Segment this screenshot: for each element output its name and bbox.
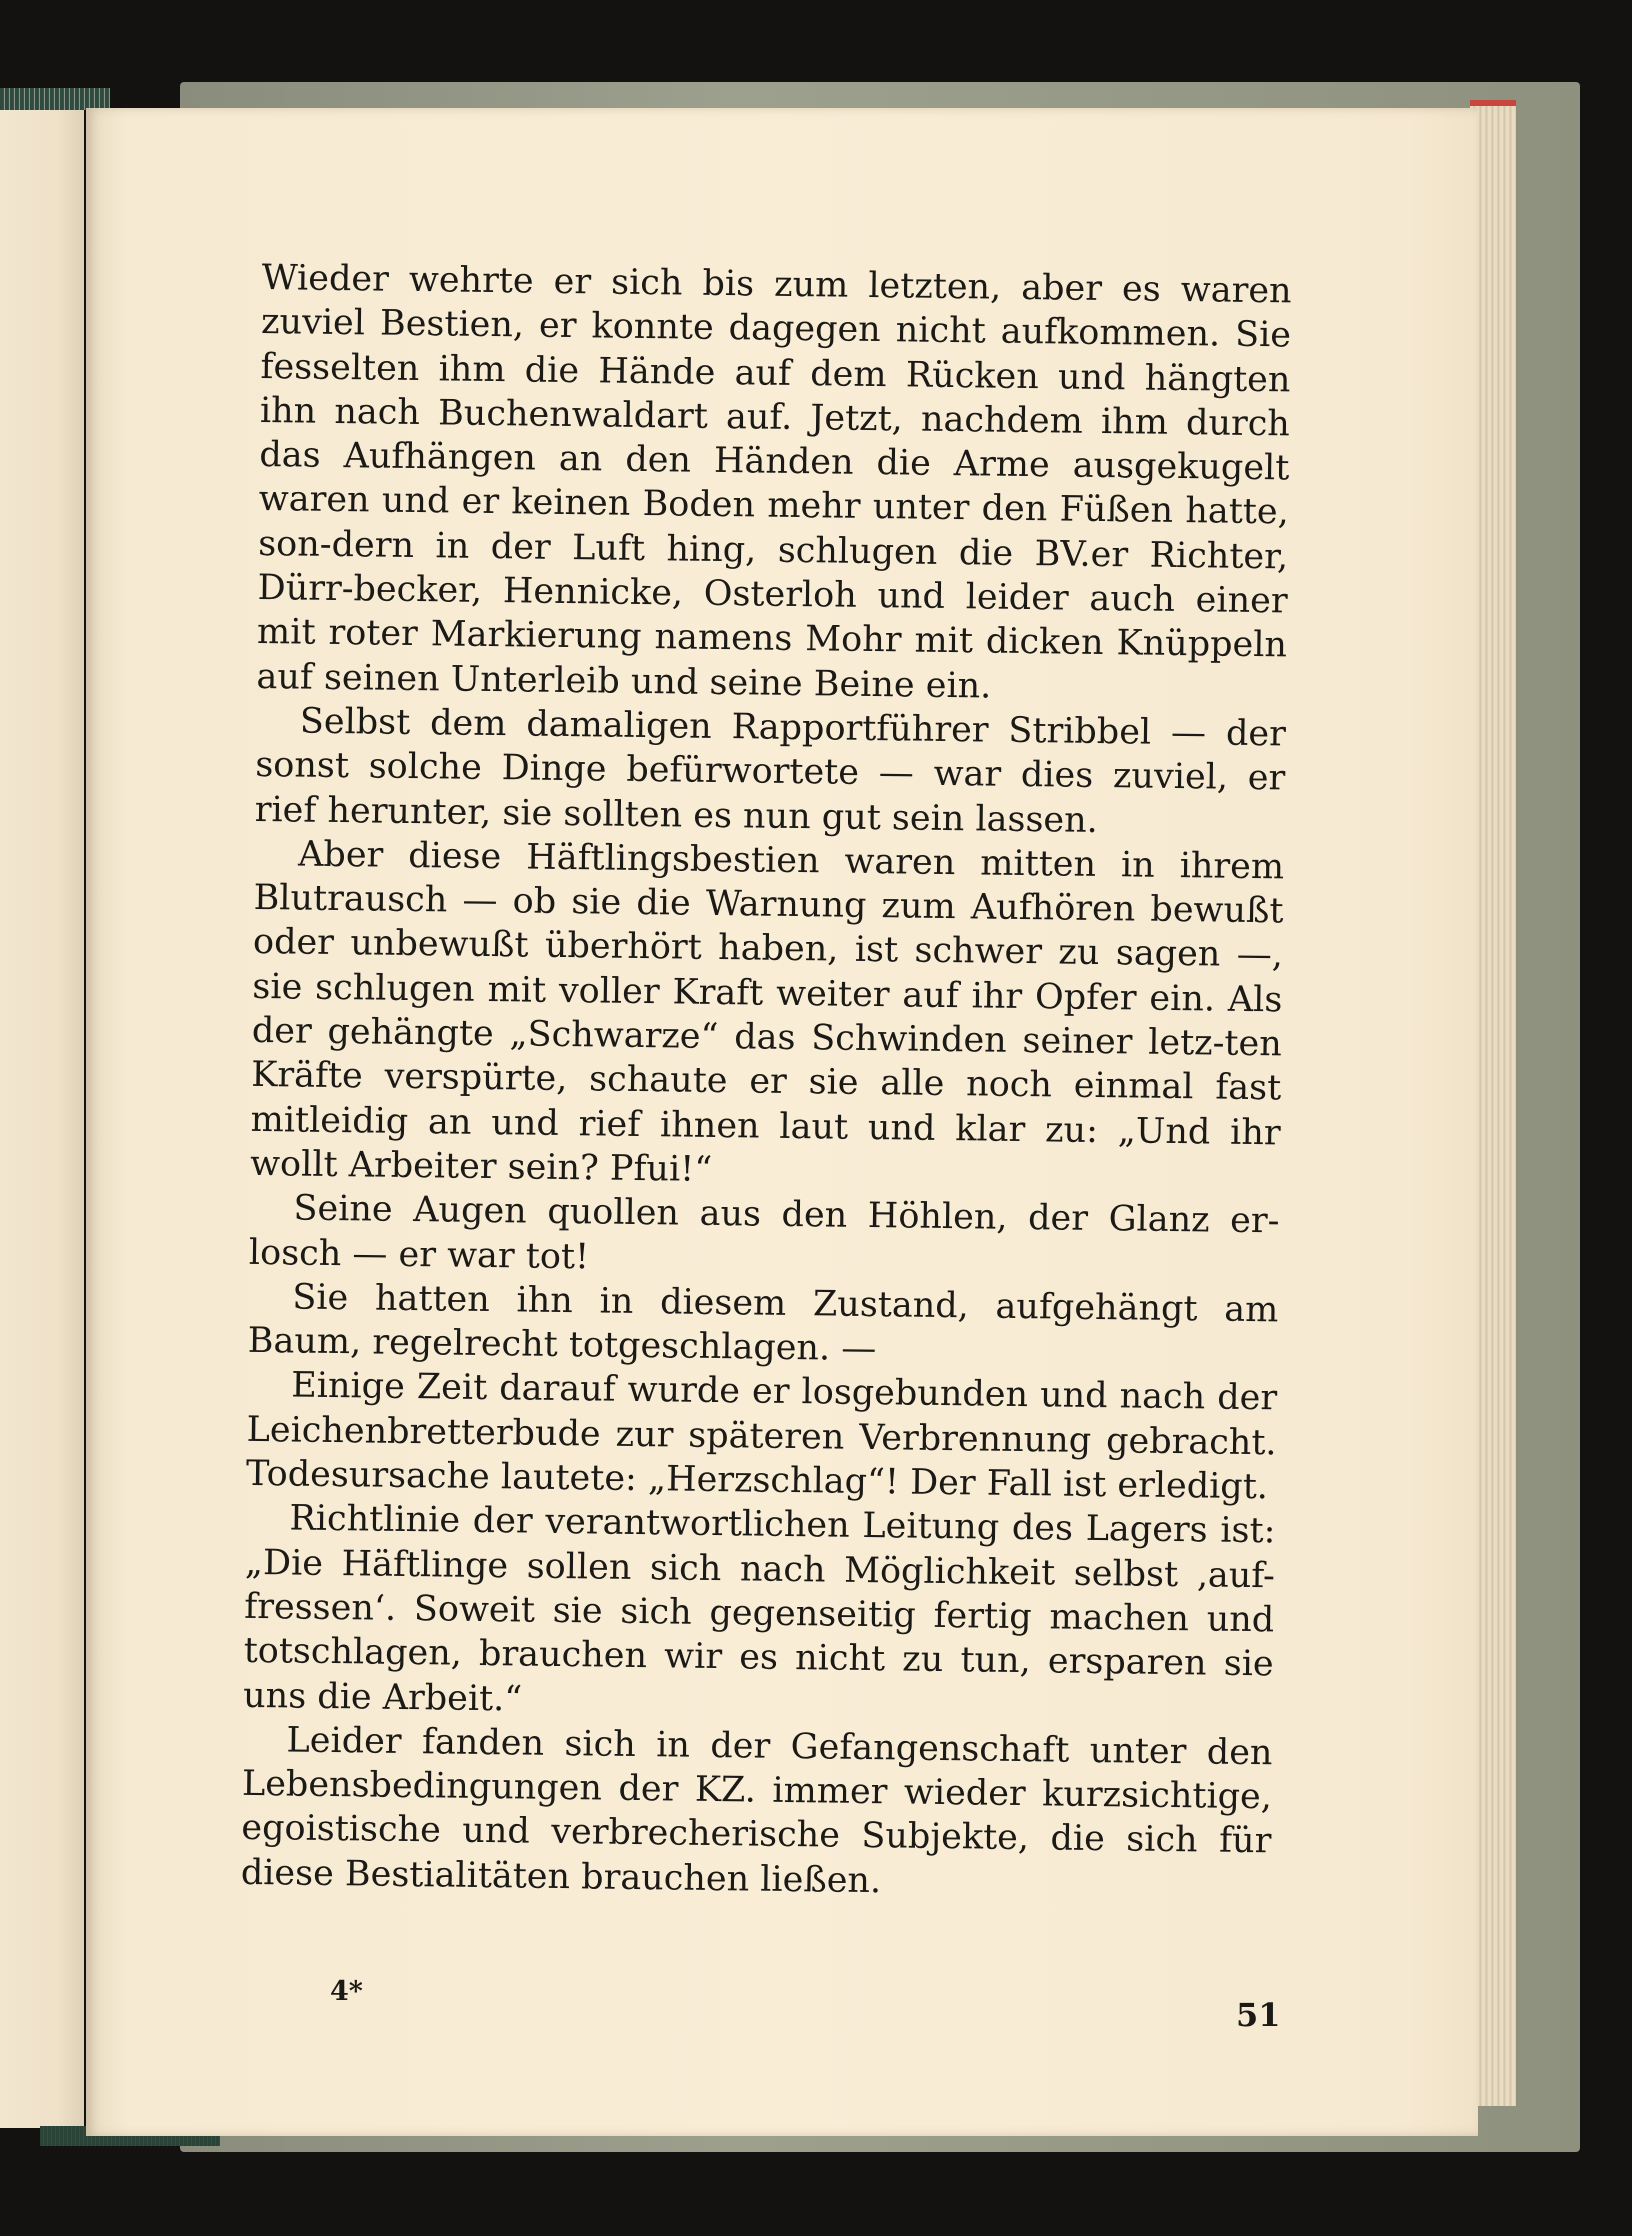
paragraph: Richtlinie der verantwortlichen Leitung des Lagers ist: „Die Häftlinge sollen sich nach Möglichkeit selbst ‚auf-fressen‘. Soweit sie sich gegenseitig fertig machen und totschlagen, brauchen wir es nicht zu tun, ersparen sie uns die Arbeit.“ [242,1498,1276,1720]
paragraph: Aber diese Häftlingsbestien waren mitten in ihrem Blutrausch — ob sie die Warnung zum Aufhören bewußt oder unbewußt überhört haben, ist schwer zu sagen —, sie schlugen mit voller Kraft weiter auf ihr Opfer ein. Als der gehängte „Schwarze“ das Schwinden seiner letz-ten Kräfte verspürte, schaute er sie alle noch einmal fast mitleidig an und rief ihnen laut und klar zu: „Und ihr wollt Arbeiter sein? Pfui!“ [249,834,1285,1190]
paragraph: Selbst dem damaligen Rapportführer Stribbel — der sonst solche Dinge befürwortete — war dies zuviel, er rief herunter, sie sollten es nun gut sein lassen. [254,701,1287,841]
page-number: 51 [1236,1996,1281,2034]
page-text [241,256,1292,1908]
paragraph: Leider fanden sich in der Gefangenschaft unter den Lebensbedingungen der KZ. immer wieder kurzsichtige, egoistische und verbrecherische Subjekte, die sich für diese Bestialitäten brauchen ließen. [240,1720,1273,1901]
facing-page [0,108,84,2128]
paragraph: Einige Zeit darauf wurde er losgebunden und nach der Leichenbretterbude zur späteren Verbrennung gebracht. Todesursache lautete: „Herzschlag“! Der Fall ist erledigt. [245,1365,1278,1508]
book-page [86,108,1478,2136]
paragraph: Seine Augen quollen aus den Höhlen, der Glanz er-losch — er war tot! [248,1188,1280,1277]
signature-mark: 4* [330,1976,363,2007]
paragraph: Sie hatten ihn in diesem Zustand, aufgehängt am Baum, regelrecht totgeschlagen. — [247,1277,1279,1370]
paragraph: Wieder wehrte er sich bis zum letzten, aber es waren zuviel Bestien, er konnte dagegen nicht aufkommen. Sie fesselten ihm die Hände auf dem Rücken und hängten ihn nach Buchenwaldart auf. Jetzt, nachdem ihm durch das Aufhängen an den Händen die Arme ausgekugelt waren und er keinen Boden mehr unter den Füßen hatte, son-dern in der Luft hing, schlugen die BV.er Richter, Dürr-becker, Hennicke, Osterloh und leider auch einer mit roter Markierung namens Mohr mit dicken Knüppeln auf seinen Unterleib und seine Beine ein. [256,257,1292,707]
binding-top [0,88,110,110]
